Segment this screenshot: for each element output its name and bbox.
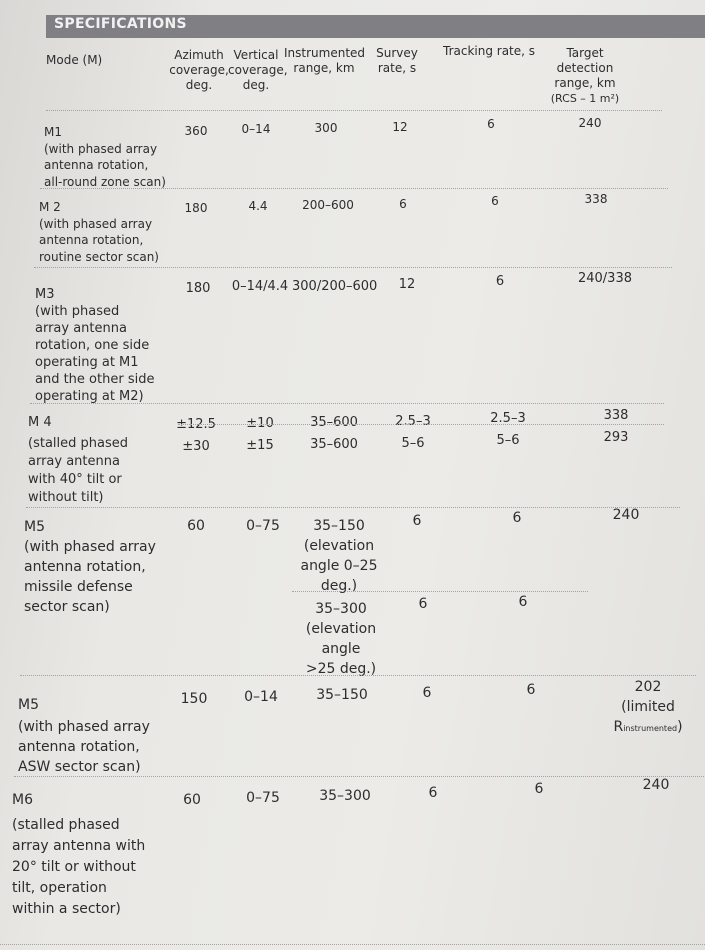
- cell-target: 240: [578, 116, 602, 130]
- cell-tracking: [485, 408, 531, 452]
- cell-vertical: 0–75: [246, 518, 280, 534]
- header-survey-line: rate, s: [377, 61, 417, 75]
- header-tracking-rate: Tracking rate, s: [443, 44, 536, 58]
- cell-survey: 6: [422, 685, 432, 701]
- mode-desc-line: (stalled phased: [28, 436, 128, 451]
- mode-desc-line: array antenna with: [12, 838, 146, 854]
- cell-value: (elevation: [303, 538, 375, 554]
- cell-target: 240/338: [577, 271, 632, 286]
- header-instrumented-line: Instrumented: [284, 46, 366, 60]
- mode-label: M5: [18, 697, 39, 713]
- row-separator: [40, 188, 668, 189]
- cell-survey: 6: [428, 785, 438, 801]
- cell-survey: 12: [392, 120, 408, 134]
- mode-desc-line: (stalled phased: [12, 817, 120, 833]
- cell-value: ±10: [246, 416, 274, 431]
- cell-azimuth: 180: [185, 281, 211, 296]
- table-row-mode-m2: [39, 199, 159, 265]
- header-target-line: Target: [566, 46, 604, 60]
- header-instrumented-range: [284, 46, 364, 76]
- cell-value: 293: [603, 430, 629, 445]
- mode-desc-line: ASW sector scan): [18, 759, 141, 775]
- mode-desc-line: array antenna: [35, 321, 127, 336]
- mode-desc-line: within a sector): [12, 901, 121, 917]
- cell-tracking: 6: [487, 117, 495, 131]
- row-separator: [20, 675, 696, 676]
- cell-tracking: 6: [512, 510, 522, 526]
- mode-label: M1: [44, 125, 62, 139]
- cell-azimuth: 360: [184, 124, 208, 138]
- table-row-mode-m5-missile: [24, 517, 156, 617]
- mode-desc-line: without tilt): [28, 490, 104, 505]
- mode-desc-line: antenna rotation,: [18, 739, 140, 755]
- closing-paren: ): [677, 719, 683, 735]
- mode-desc-line: (with phased array: [44, 141, 158, 156]
- row-separator: [30, 403, 664, 404]
- cell-tracking: 6: [526, 682, 536, 698]
- cell-value: (elevation: [305, 621, 377, 637]
- header-azimuth: [166, 48, 232, 93]
- mode-label: M 4: [28, 415, 52, 430]
- mode-desc-line: array antenna: [28, 454, 120, 469]
- cell-survey: 6: [418, 596, 428, 612]
- cell-value: ±12.5: [176, 417, 216, 432]
- cell-tracking: 6: [518, 594, 528, 610]
- header-vertical-line: coverage,: [228, 63, 288, 77]
- mode-desc-line: 20° tilt or without: [12, 859, 136, 875]
- cell-value: ±15: [246, 438, 274, 453]
- row-separator: [34, 267, 672, 268]
- row-separator: [0, 944, 705, 945]
- cell-value: angle 0–25: [300, 558, 378, 574]
- header-azimuth-line: deg.: [185, 78, 213, 92]
- row-separator: [178, 424, 664, 425]
- cell-value: 2.5–3: [395, 414, 431, 429]
- mode-desc-line: (with phased array: [39, 216, 153, 231]
- cell-value: 35–600: [310, 437, 358, 452]
- mode-desc-line: (with phased: [35, 304, 120, 319]
- mode-desc-line: antenna rotation,: [24, 559, 146, 575]
- row-separator: [46, 110, 662, 111]
- header-instrumented-line: range, km: [293, 61, 355, 75]
- cell-azimuth: 60: [183, 792, 201, 808]
- mode-desc-line: (with phased array: [18, 719, 150, 735]
- row-separator: [26, 507, 680, 508]
- header-azimuth-line: coverage,: [169, 63, 229, 77]
- cell-value: >25 deg.): [305, 661, 377, 677]
- cell-survey: 6: [399, 197, 407, 211]
- r-symbol: R: [613, 719, 624, 735]
- mode-desc-line: rotation, one side: [35, 338, 150, 353]
- cell-vertical: 0–75: [246, 790, 280, 806]
- cell-azimuth: 150: [180, 691, 208, 707]
- mode-desc-line: antenna rotation,: [39, 233, 144, 247]
- subscript-instrumented: instrumented: [623, 724, 678, 733]
- cell-azimuth: [172, 414, 220, 458]
- cell-azimuth: 180: [184, 201, 208, 215]
- mode-label: M5: [24, 519, 45, 535]
- cell-vertical: 0–14/4.4: [231, 279, 289, 294]
- mode-desc-line: routine sector scan): [39, 249, 159, 264]
- cell-range: [302, 412, 366, 456]
- table-row-mode-m1: [44, 124, 166, 190]
- cell-value: 2.5–3: [490, 411, 526, 426]
- cell-vertical: [240, 413, 280, 457]
- row-separator: [292, 591, 588, 592]
- header-vertical-line: Vertical: [233, 48, 279, 62]
- mode-label: M 2: [39, 200, 61, 214]
- mode-desc-line: operating at M1: [35, 355, 139, 370]
- table-row-mode-m4: [28, 414, 128, 507]
- cell-value: deg.): [320, 578, 358, 594]
- header-mode: Mode (M): [46, 53, 103, 67]
- header-azimuth-line: Azimuth: [174, 48, 224, 62]
- cell-range: 300/200–600: [292, 279, 378, 294]
- header-target-line: (RCS – 1 m²): [550, 92, 620, 105]
- mode-desc-line: all-round zone scan): [44, 174, 166, 189]
- cell-vertical: 0–14: [241, 122, 271, 136]
- table-row-mode-m3: [35, 286, 154, 405]
- cell-range-b: [298, 599, 384, 679]
- cell-value: [606, 717, 690, 739]
- mode-desc-line: operating at M2): [35, 389, 144, 404]
- cell-vertical: 4.4: [248, 199, 268, 213]
- cell-value: 35–600: [310, 415, 358, 430]
- cell-value: 202: [634, 679, 662, 695]
- header-target-line: detection: [556, 61, 614, 75]
- mode-desc-line: sector scan): [24, 599, 110, 615]
- cell-tracking: 6: [534, 781, 544, 797]
- mode-label: M3: [35, 287, 55, 302]
- header-target-detection: [546, 46, 624, 106]
- section-title: SPECIFICATIONS: [54, 16, 187, 32]
- cell-range: 35–150: [316, 687, 368, 703]
- cell-target: 240: [642, 777, 670, 793]
- table-row-mode-m6: [12, 790, 145, 920]
- cell-range-a: [296, 516, 382, 596]
- header-survey-rate: [372, 46, 422, 76]
- cell-value: ±30: [182, 439, 210, 454]
- header-vertical-line: deg.: [242, 78, 270, 92]
- header-target-line: range, km: [554, 76, 616, 90]
- cell-tracking: 6: [491, 194, 499, 208]
- cell-target: [606, 677, 690, 739]
- cell-tracking: 6: [495, 274, 505, 289]
- cell-target: 338: [584, 192, 608, 206]
- header-vertical: [228, 48, 288, 93]
- mode-desc-line: tilt, operation: [12, 880, 107, 896]
- cell-vertical: 0–14: [244, 689, 278, 705]
- cell-range: 300: [314, 121, 338, 135]
- cell-survey: [390, 411, 436, 455]
- cell-range: 35–300: [319, 788, 371, 804]
- cell-value: (limited: [621, 699, 675, 715]
- cell-target: 240: [612, 507, 640, 523]
- table-row-mode-m5-asw: [18, 695, 150, 777]
- cell-value: 35–150: [313, 518, 365, 534]
- mode-desc-line: (with phased array: [24, 539, 156, 555]
- cell-range: 200–600: [302, 198, 354, 212]
- header-survey-line: Survey: [376, 46, 418, 60]
- cell-value: 35–300: [315, 601, 367, 617]
- mode-desc-line: with 40° tilt or: [28, 472, 122, 487]
- cell-target: [596, 405, 636, 449]
- cell-survey: 12: [398, 277, 416, 292]
- cell-value: 338: [603, 408, 629, 423]
- cell-azimuth: 60: [187, 518, 205, 534]
- cell-survey: 6: [412, 513, 422, 529]
- cell-value: 5–6: [401, 436, 425, 451]
- cell-value: 5–6: [496, 433, 520, 448]
- mode-desc-line: and the other side: [35, 372, 155, 387]
- mode-desc-line: missile defense: [24, 579, 133, 595]
- mode-label: M6: [12, 792, 33, 808]
- mode-desc-line: antenna rotation,: [44, 158, 149, 172]
- row-separator: [14, 776, 704, 777]
- cell-value: angle: [321, 641, 361, 657]
